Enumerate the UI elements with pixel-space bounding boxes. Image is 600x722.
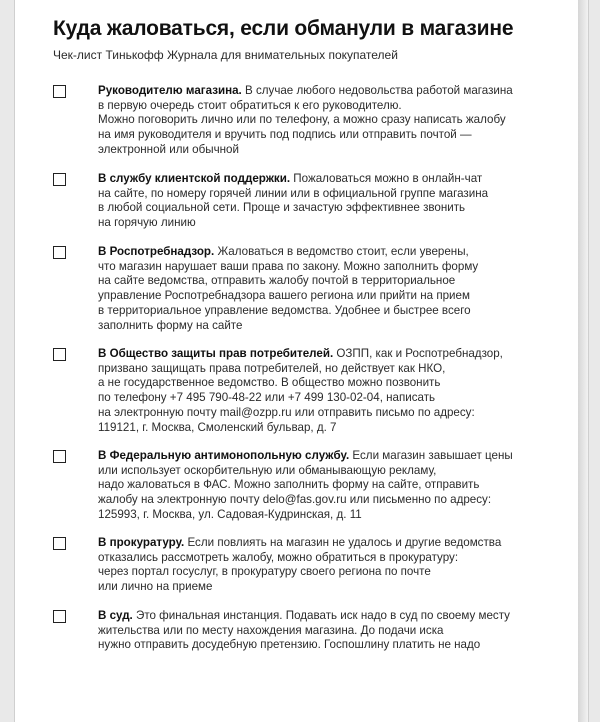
item-heading: В суд. bbox=[98, 609, 133, 622]
item-text: В Федеральную антимонопольную службу. Если магазин завышает цены или использует оскорбительную или обманывающую рекламу, надо жаловаться в ФАС. Можно заполнить форму на сайте, отправить жалобу на электронную почту delo@fas.gov.ru или письменно по адресу: 125993, г. Москва, ул. Садовая-Кудринская, д. 11 bbox=[98, 449, 513, 521]
checkbox-customer-support[interactable] bbox=[53, 173, 66, 186]
item-heading: В службу клиентской поддержки. bbox=[98, 172, 291, 185]
page-title: Куда жаловаться, если обманули в магазине bbox=[53, 17, 514, 40]
checkbox-rospotrebnadzor[interactable] bbox=[53, 246, 66, 259]
page-subtitle: Чек-лист Тинькофф Журнала для внимательных покупателей bbox=[53, 48, 398, 62]
item-text: Руководителю магазина. В случае любого недовольства работой магазина в первую очередь стоит обратиться к его руководителю. Можно поговорить лично или по телефону, а можно сразу написать жалобу на имя руководителя и вручить под подпись или отправить почтой — электронной или обычной bbox=[98, 84, 513, 156]
item-heading: Руководителю магазина. bbox=[98, 84, 242, 97]
checkbox-store-manager[interactable] bbox=[53, 85, 66, 98]
checklist-page bbox=[14, 0, 589, 722]
item-heading: В прокуратуру. bbox=[98, 536, 185, 549]
item-heading: В Федеральную антимонопольную службу. bbox=[98, 449, 350, 462]
item-heading: В Роспотребнадзор. bbox=[98, 245, 215, 258]
item-text: В Общество защиты прав потребителей. ОЗПП, как и Роспотребнадзор, призвано защищать права потребителей, но действует как НКО, а не государственное ведомство. В общество можно позвонить по телефону +7 495 790-48-22 или +7 499 130-02-04, написать на электронную почту mail@ozpp.ru или отправить письмо по адресу: 119121, г. Москва, Смоленский бульвар, д. 7 bbox=[98, 347, 503, 434]
page-edge-shadow bbox=[578, 0, 588, 722]
item-text: В службу клиентской поддержки. Пожаловаться можно в онлайн-чат на сайте, по номеру горячей линии или в официальной группе магазина в любой социальной сети. Проще и зачастую эффективнее звонить на горячую линию bbox=[98, 172, 489, 230]
checkbox-fas[interactable] bbox=[53, 450, 66, 463]
checkbox-court[interactable] bbox=[53, 610, 66, 623]
item-text: В суд. Это финальная инстанция. Подавать иск надо в суд по своему месту жительства или по месту нахождения магазина. До подачи иска нужно отправить досудебную претензию. Госпошлину платить не надо bbox=[98, 609, 510, 652]
checkbox-prosecutor[interactable] bbox=[53, 537, 66, 550]
checkbox-ozpp[interactable] bbox=[53, 348, 66, 361]
item-text: В Роспотребнадзор. Жаловаться в ведомство стоит, если уверены, что магазин нарушает ваши права по закону. Можно заполнить форму на сайте ведомства, отправить жалобу почтой в территориальное управление Роспотребнадзора вашего региона или прийти на прием в территориальное управление ведомства. Удобнее и быстрее всего заполнить форму на сайте bbox=[98, 245, 479, 332]
item-text: В прокуратуру. Если повлиять на магазин не удалось и другие ведомства отказались рассмотреть жалобу, можно обратиться в прокуратуру: через портал госуслуг, в прокуратуру своего региона по почте или лично на приеме bbox=[98, 536, 502, 594]
item-heading: В Общество защиты прав потребителей. bbox=[98, 347, 334, 360]
